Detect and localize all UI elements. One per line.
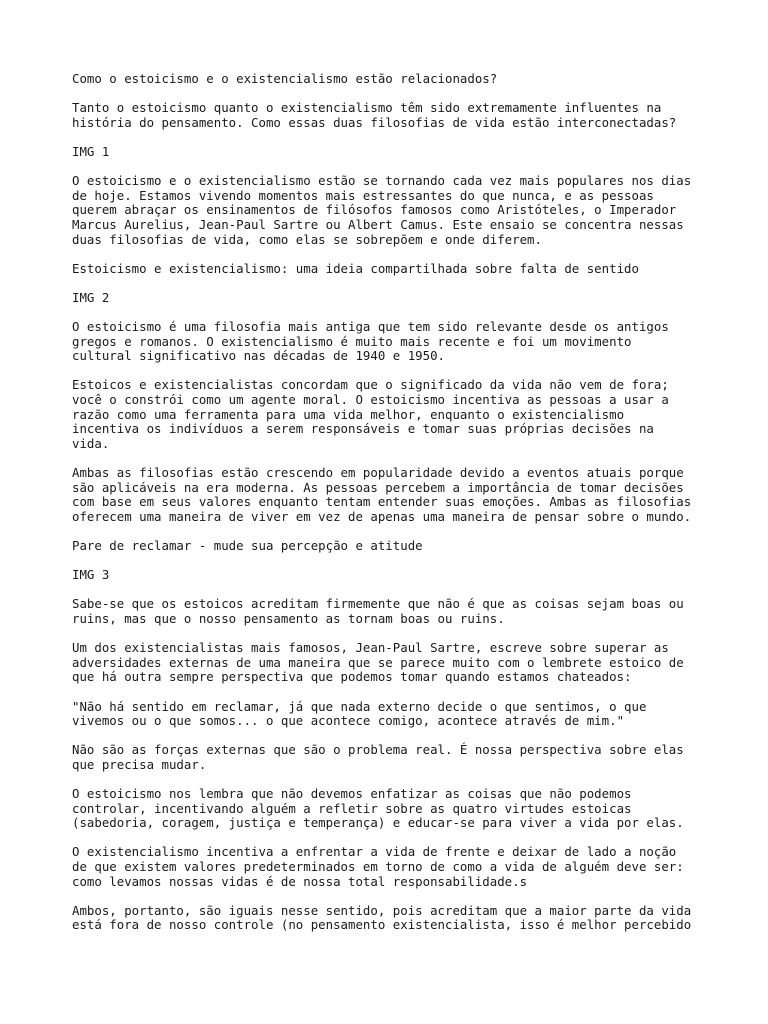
body-paragraph: O existencialismo incentiva a enfrentar a vida de frente e deixar de lado a noção de que existem valores predeterminados em torno de como a vida de alguém deve ser: como levamos nossas vidas é de nossa total responsabilidade.s: [72, 844, 684, 889]
document-title: Como o estoicismo e o existencialismo estão relacionados?: [72, 71, 498, 86]
intro-paragraph: Tanto o estoicismo quanto o existencialismo têm sido extremamente influentes na história do pensamento. Como essas duas filosofias de vida estão interconectadas?: [72, 100, 677, 130]
body-paragraph: O estoicismo é uma filosofia mais antiga que tem sido relevante desde os antigos gregos e romanos. O existencialismo é muito mais recente e foi um movimento cultural significativo nas décadas de 1940 e 1950.: [72, 319, 669, 364]
body-paragraph: O estoicismo nos lembra que não devemos enfatizar as coisas que não podemos controlar, incentivando alguém a refletir sobre as quatro virtudes estoicas (sabedoria, coragem, justiça e temperança) e educar-se para viver a vida por elas.: [72, 786, 684, 831]
image-placeholder-3: IMG 3: [72, 567, 110, 583]
section-heading: Pare de reclamar - mude sua percepção e atitude: [72, 538, 423, 553]
body-paragraph: Sabe-se que os estoicos acreditam firmemente que não é que as coisas sejam boas ou ruins, mas que o nosso pensamento as tornam boas ou ruins.: [72, 596, 684, 626]
body-paragraph: Ambas as filosofias estão crescendo em popularidade devido a eventos atuais porque são aplicáveis na era moderna. As pessoas percebem a importância de tomar decisões com base em seus valores enquanto tentam entender suas emoções. Ambas as filosofias oferecem uma maneira de viver em vez de apenas uma maneira de pensar sobre o mundo.: [72, 465, 692, 524]
quote-paragraph: "Não há sentido em reclamar, já que nada externo decide o que sentimos, o que vivemos ou o que somos... o que acontece comigo, acontece através de mim.": [72, 698, 647, 729]
section-heading: Estoicismo e existencialismo: uma ideia compartilhada sobre falta de sentido: [72, 260, 639, 276]
body-paragraph: Estoicos e existencialistas concordam que o significado da vida não vem de fora; você o constrói como um agente moral. O estoicismo incentiva as pessoas a usar a razão como uma ferramenta para uma vida melhor, enquanto o existencialismo incentiva os indivíduos a serem responsáveis e tomar suas próprias decisões na vida.: [72, 377, 669, 451]
image-placeholder-1: IMG 1: [72, 143, 110, 159]
document-page: [72, 72, 712, 948]
body-paragraph: Não são as forças externas que são o problema real. É nossa perspectiva sobre elas que precisa mudar.: [72, 742, 684, 772]
image-placeholder-2: IMG 2: [72, 289, 110, 305]
body-paragraph: Ambos, portanto, são iguais nesse sentido, pois acreditam que a maior parte da vida está fora de nosso controle (no pensamento existencialista, isso é melhor percebido: [72, 902, 692, 933]
body-paragraph: O estoicismo e o existencialismo estão se tornando cada vez mais populares nos dias de hoje. Estamos vivendo momentos mais estressantes do que nunca, e as pessoas querem abraçar os ensinamentos de filósofos famosos como Aristóteles, o Imperador Marcus Aurelius, Jean-Paul Sartre ou Albert Camus. Este ensaio se concentra nessas duas filosofias de vida, como elas se sobrepõem e onde diferem.: [72, 173, 692, 247]
body-paragraph: Um dos existencialistas mais famosos, Jean-Paul Sartre, escreve sobre superar as adversidades externas de uma maneira que se parece muito com o lembrete estoico de que há outra sempre perspectiva que podemos tomar quando estamos chateados:: [72, 640, 684, 685]
